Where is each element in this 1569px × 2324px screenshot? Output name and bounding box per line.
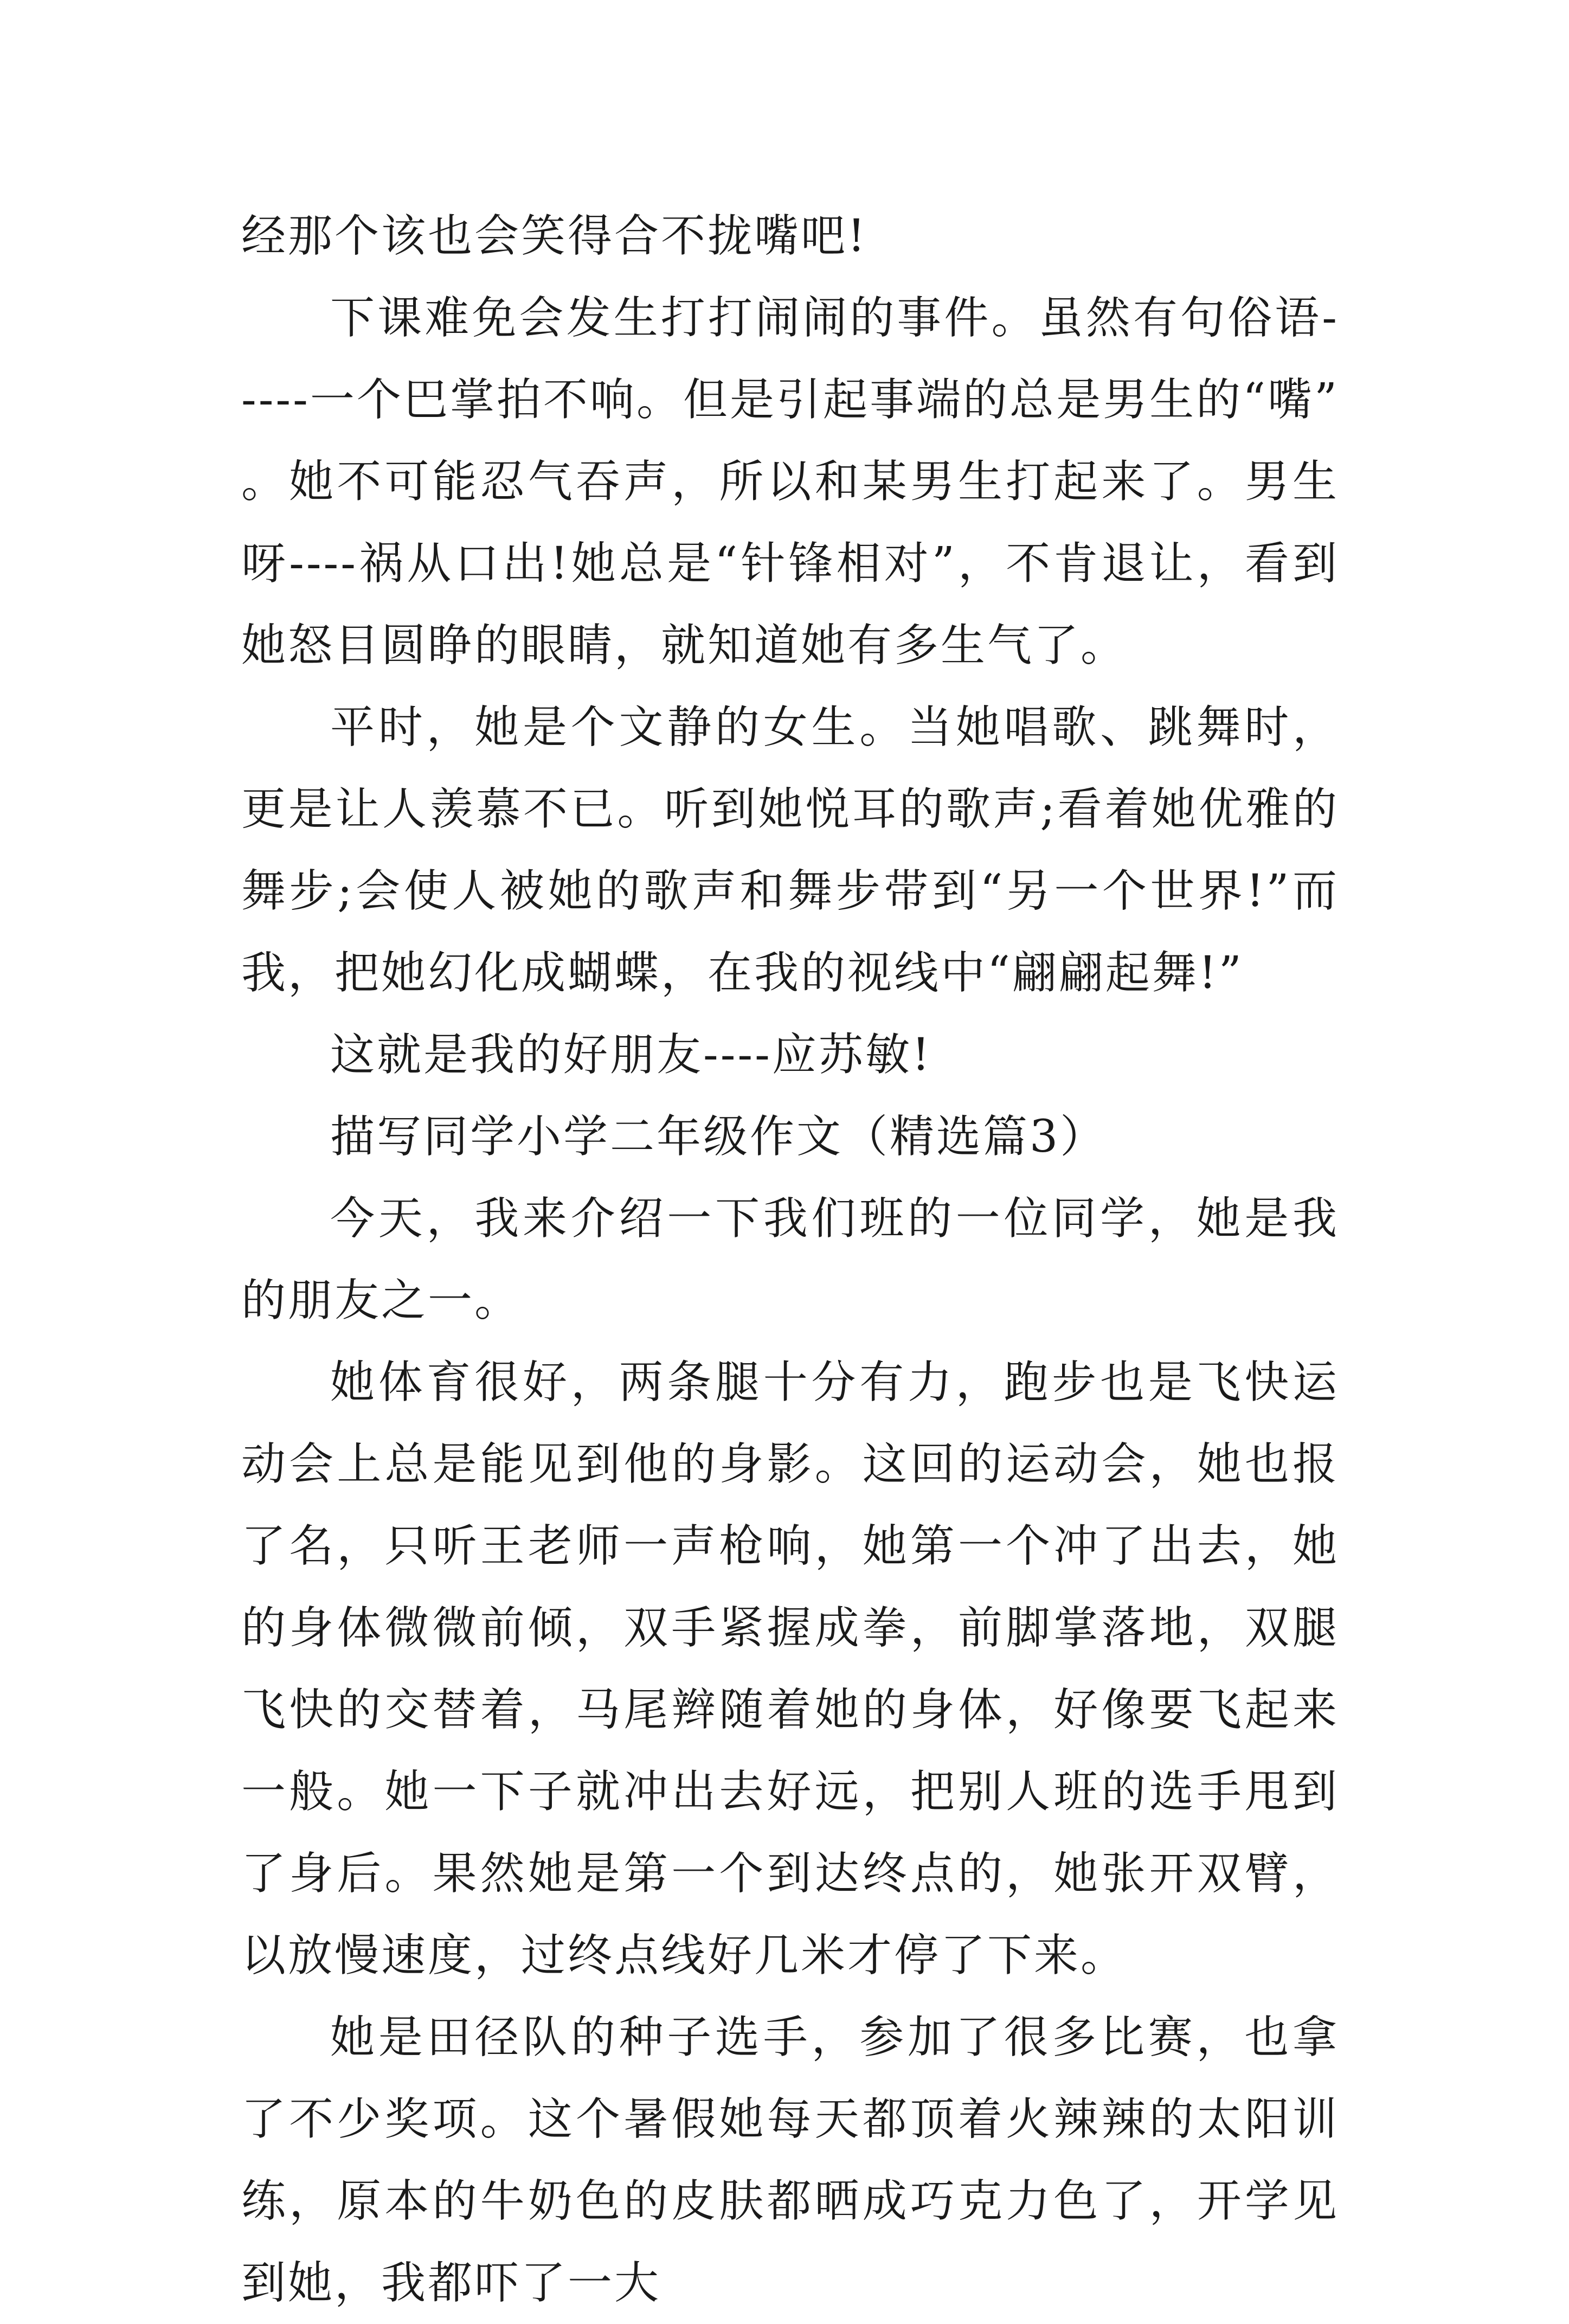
paragraph-5: 今天，我来介绍一下我们班的一位同学，她是我的朋友之一。 <box>241 1193 1339 1326</box>
paragraph-1: 经那个该也会笑得合不拢嘴吧! <box>241 210 867 262</box>
paragraph-3: 平时，她是个文静的女生。当她唱歌、跳舞时，更是让人羡慕不已。听到她悦耳的歌声;看着她优雅的舞步;会使人被她的歌声和舞步带到“另一个世界!”而我，把她幻化成蝴蝶，在我的视线中“翩翩起舞!” <box>241 702 1339 999</box>
document-body <box>241 195 1339 2324</box>
section-heading: 描写同学小学二年级作文（精选篇3） <box>330 1111 1107 1163</box>
paragraph-2: 下课难免会发生打打闹闹的事件。虽然有句俗语-----一个巴掌拍不响。但是引起事端的总是男生的“嘴”。她不可能忍气吞声，所以和某男生打起来了。男生呀----祸从口出!她总是“针锋相对”，不肯退让，看到她怒目圆睁的眼睛，就知道她有多生气了。 <box>241 292 1339 671</box>
paragraph-7: 她是田径队的种子选手，参加了很多比赛，也拿了不少奖项。这个暑假她每天都顶着火辣辣的太阳训练，原本的牛奶色的皮肤都晒成巧克力色了，开学见到她，我都吓了一大 <box>241 2012 1339 2309</box>
paragraph-6: 她体育很好，两条腿十分有力，跑步也是飞快运动会上总是能见到他的身影。这回的运动会，她也报了名，只听王老师一声枪响，她第一个冲了出去，她的身体微微前倾，双手紧握成拳，前脚掌落地，双腿飞快的交替着，马尾辫随着她的身体，好像要飞起来一般。她一下子就冲出去好远，把别人班的选手甩到了身后。果然她是第一个到达终点的，她张开双臂，以放慢速度，过终点线好几米才停了下来。 <box>241 1357 1339 1981</box>
paragraph-4: 这就是我的好朋友----应苏敏! <box>330 1029 932 1081</box>
